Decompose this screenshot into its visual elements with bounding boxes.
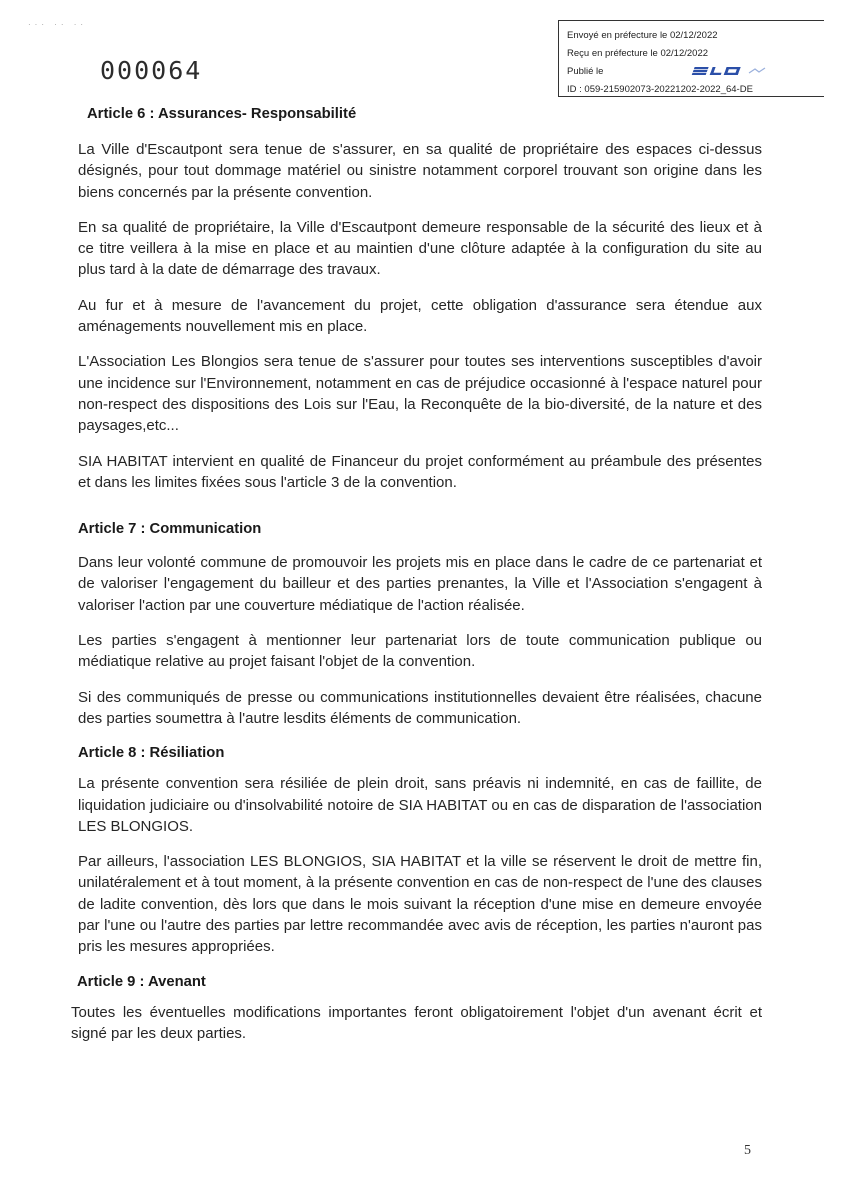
article-6-paragraph: En sa qualité de propriétaire, la Ville d'Escautpont demeure responsable de la sécurité des lieux et à ce titre veillera à la mise en place et au maintien d'une clôture adaptée à la configuration du site au plus tard à la date de démarrage des travaux. bbox=[78, 218, 762, 279]
article-6-paragraph: SIA HABITAT intervient en qualité de Financeur du projet conformément au préambule des présentes et dans les limites fixées sous l'article 3 de la convention. bbox=[78, 452, 762, 491]
handwritten-document-number: 000064 bbox=[100, 56, 203, 85]
scan-specks: ··· ·· ·· bbox=[28, 20, 88, 29]
prefecture-id-line: ID : 059-215902073-20221202-2022_64-DE bbox=[567, 84, 753, 95]
article-7-title: Article 7 : Communication bbox=[78, 521, 262, 538]
article-6-paragraph: Au fur et à mesure de l'avancement du projet, cette obligation d'assurance sera étendue aux aménagements nouvellement mis en place. bbox=[78, 296, 762, 336]
article-6-title: Article 6 : Assurances- Responsabilité bbox=[87, 106, 357, 122]
article-7-paragraph: Les parties s'engagent à mentionner leur partenariat lors de toute communication publique ou médiatique relative au projet faisant l'objet de la convention. bbox=[78, 632, 762, 671]
article-7-paragraph: Dans leur volonté commune de promouvoir les projets mis en place dans le cadre de ce partenariat et de valoriser l'engagement du bailleur et des parties prenantes, la Ville et l'Association s'engagent à valoriser l'action par une couverture médiatique de l'action réalisée. bbox=[78, 554, 762, 614]
prefecture-published-line bbox=[567, 63, 824, 81]
article-9-paragraph: Toutes les éventuelles modifications importantes feront obligatoirement l'objet d'un avenant écrit et signé par les deux parties. bbox=[71, 1003, 762, 1042]
prefecture-published-label: Publié le bbox=[567, 66, 604, 77]
article-8-paragraph: Par ailleurs, l'association LES BLONGIOS, SIA HABITAT et la ville se réservent le droit de mettre fin, unilatéralement et à tout moment, à la présente convention en cas de non-respect de l'une des clauses de ladite convention, dès lors que dans le mois suivant la réception d'une mise en demeure envoyée par l'une ou l'autre des parties par lettre recommandée avec avis de réception, les parties n'auront pas pris les mesures appropriées. bbox=[78, 853, 762, 956]
article-9-title: Article 9 : Avenant bbox=[77, 973, 206, 990]
article-7-paragraph: Si des communiqués de presse ou communications institutionnelles devaient être réalisées, chacune des parties soumettra à l'autre lesdits éléments de communication. bbox=[78, 688, 762, 727]
prefecture-sent-line: Envoyé en préfecture le 02/12/2022 bbox=[567, 30, 718, 41]
prefecture-stamp-box bbox=[558, 20, 824, 97]
slow-logo-icon bbox=[691, 66, 771, 76]
prefecture-received-line: Reçu en préfecture le 02/12/2022 bbox=[567, 48, 709, 59]
page-number: 5 bbox=[744, 1143, 751, 1158]
article-6-paragraph: La Ville d'Escautpont sera tenue de s'assurer, en sa qualité de propriétaire des espaces ci-dessus désignés, pour tout dommage matériel ou sinistre notamment corporel trouvant son origine dans les biens concernés par la présente convention. bbox=[78, 141, 762, 201]
article-8-paragraph: La présente convention sera résiliée de plein droit, sans préavis ni indemnité, en cas de faillite, de liquidation judiciaire ou d'insolvabilité notoire de SIA HABITAT ou en cas de disparation de l'association LES BLONGIOS. bbox=[78, 775, 762, 835]
article-8-title: Article 8 : Résiliation bbox=[78, 745, 225, 762]
article-6-paragraph: L'Association Les Blongios sera tenue de s'assurer pour toutes ses interventions susceptibles d'avoir une incidence sur l'Environnement, notamment en cas de préjudice occasionné à l'espace naturel pour non-respect des dispositions des Lois sur l'Eau, la Reconquête de la bio-diversité, de la nature et des paysages,etc... bbox=[78, 353, 762, 435]
document-body bbox=[71, 104, 762, 1044]
